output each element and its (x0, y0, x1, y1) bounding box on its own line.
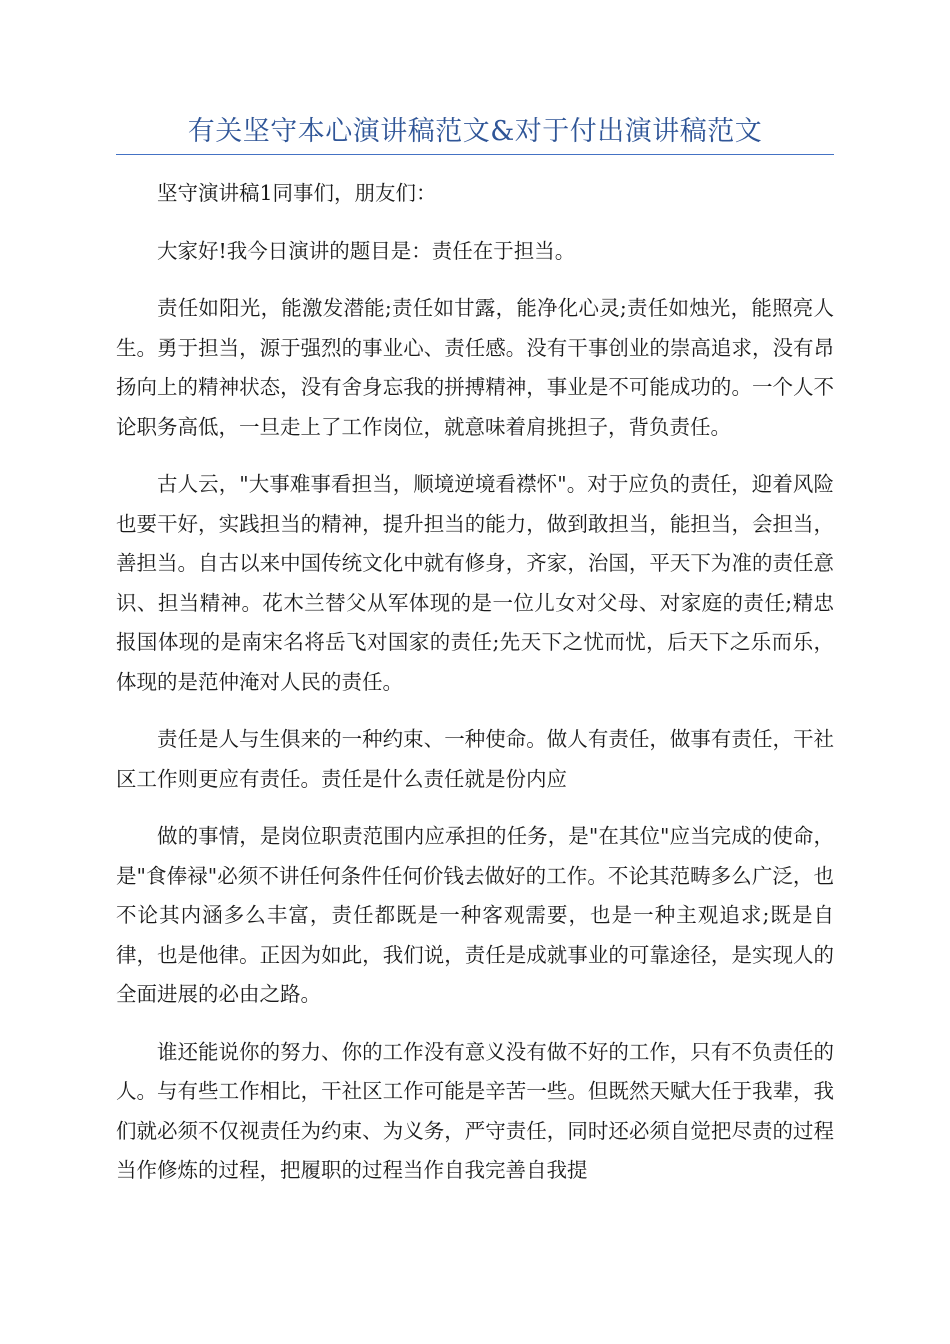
paragraph: 谁还能说你的努力、你的工作没有意义没有做不好的工作，只有不负责任的人。与有些工作相比，干社区工作可能是辛苦一些。但既然天赋大任于我辈，我们就必须不仅视责任为约束、为义务，严守责任，同时还必须自觉把尽责的过程当作修炼的过程，把履职的过程当作自我完善自我提 (116, 1039, 834, 1182)
paragraph: 责任如阳光，能激发潜能;责任如甘露，能净化心灵;责任如烛光，能照亮人生。勇于担当，源于强烈的事业心、责任感。没有干事创业的崇高追求，没有昂扬向上的精神状态，没有舍身忘我的拼搏精神，事业是不可能成功的。一个人不论职务高低，一旦走上了工作岗位，就意味着肩挑担子，背负责任。 (116, 296, 834, 439)
title-underline (116, 154, 834, 155)
paragraph-topic: 大家好!我今日演讲的题目是：责任在于担当。 (157, 238, 576, 263)
paragraph-greeting: 坚守演讲稿1同事们，朋友们： (157, 181, 437, 205)
document-body (116, 174, 834, 1209)
document-title: 有关坚守本心演讲稿范文&对于付出演讲稿范文 (187, 116, 763, 147)
paragraph: 古人云，"大事难事看担当，顺境逆境看襟怀"。对于应负的责任，迎着风险也要干好，实践担当的精神，提升担当的能力，做到敢担当，能担当，会担当，善担当。自古以来中国传统文化中就有修身，齐家，治国，平天下为准的责任意识、担当精神。花木兰替父从军体现的是一位儿女对父母、对家庭的责任;精忠报国体现的是南宋名将岳飞对国家的责任;先天下之忧而忧，后天下之乐而乐，体现的是范仲淹对人民的责任。 (116, 472, 834, 694)
paragraph: 做的事情，是岗位职责范围内应承担的任务，是"在其位"应当完成的使命，是"食俸禄"必须不讲任何条件任何价钱去做好的工作。不论其范畴多么广泛，也不论其内涵多么丰富，责任都既是一种客观需要，也是一种主观追求;既是自律，也是他律。正因为如此，我们说，责任是成就事业的可靠途径，是实现人的全面进展的必由之路。 (116, 824, 834, 1006)
paragraph: 责任是人与生俱来的一种约束、一种使命。做人有责任，做事有责任，干社区工作则更应有责任。责任是什么责任就是份内应 (116, 727, 834, 791)
